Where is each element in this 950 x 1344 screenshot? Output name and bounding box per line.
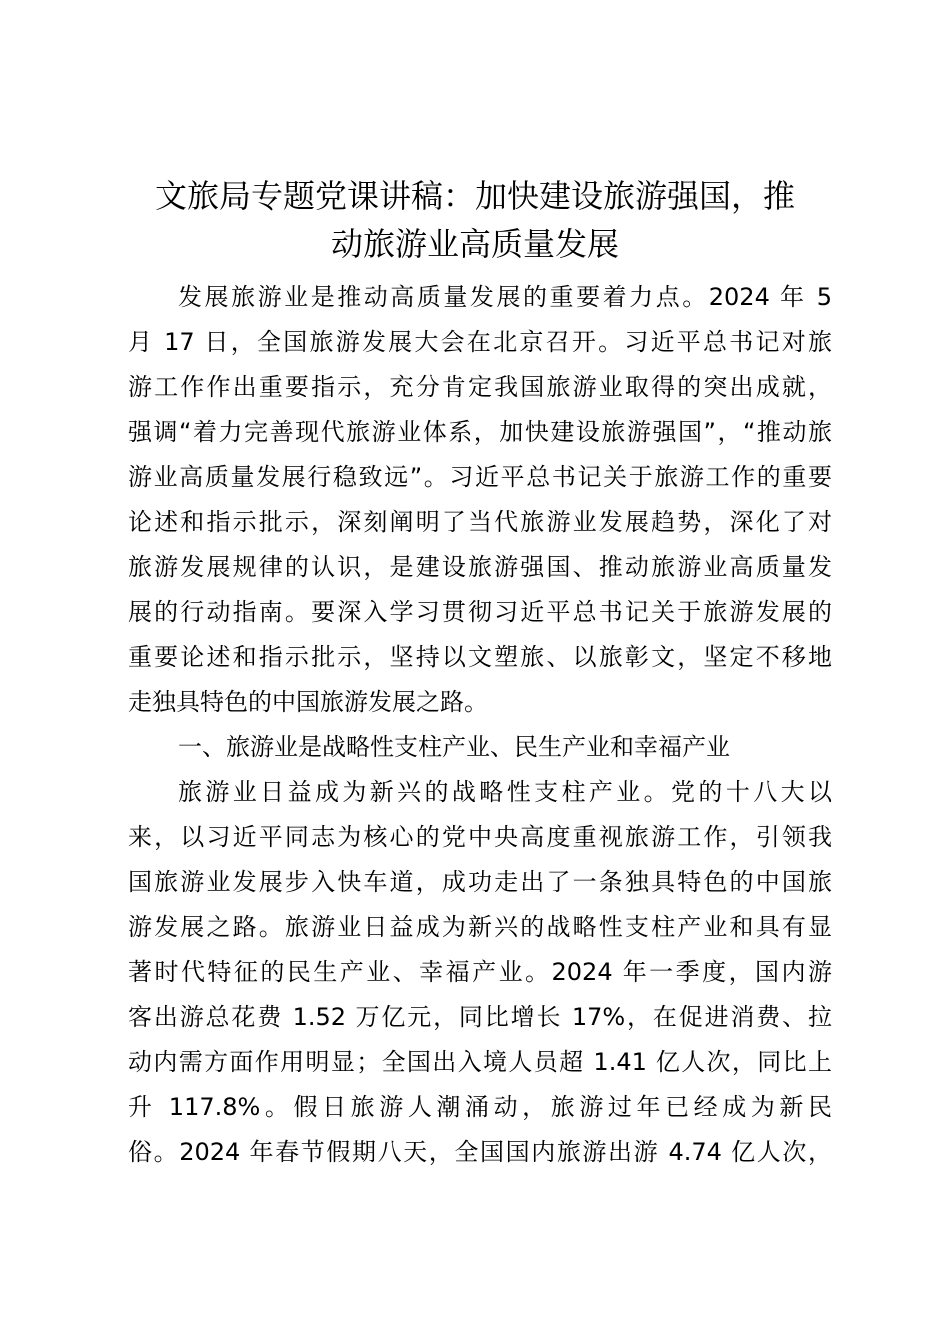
paragraph-line: 走独具特色的中国旅游发展之路。 <box>128 688 488 716</box>
section-heading: 一、旅游业是战略性支柱产业、民生产业和幸福产业 <box>178 733 730 761</box>
title-line-1: 文旅局专题党课讲稿：加快建设旅游强国，推 <box>154 177 795 215</box>
title-line-2: 动旅游业高质量发展 <box>330 225 619 263</box>
paragraph-line: 重要论述和指示批示，坚持以文塑旅、以旅彰文，坚定不移地 <box>128 643 832 671</box>
paragraph-line: 旅游发展规律的认识，是建设旅游强国、推动旅游业高质量发 <box>128 553 832 581</box>
paragraph-line: 游发展之路。旅游业日益成为新兴的战略性支柱产业和具有显 <box>128 913 832 941</box>
paragraph-line: 著时代特征的民生产业、幸福产业。2024 年一季度，国内游 <box>128 958 832 986</box>
document-title <box>110 172 840 268</box>
paragraph-line: 升 117.8%。假日旅游人潮涌动，旅游过年已经成为新民 <box>128 1093 832 1121</box>
paragraph-line: 游业高质量发展行稳致远”。习近平总书记关于旅游工作的重要 <box>128 463 832 491</box>
paragraph-line: 游工作作出重要指示，充分肯定我国旅游业取得的突出成就， <box>128 373 832 401</box>
paragraph-line: 月 17 日，全国旅游发展大会在北京召开。习近平总书记对旅 <box>128 328 832 356</box>
paragraph-line: 展的行动指南。要深入学习贯彻习近平总书记关于旅游发展的 <box>128 598 832 626</box>
paragraph-line: 强调“着力完善现代旅游业体系，加快建设旅游强国”，“推动旅 <box>128 418 832 446</box>
paragraph-line: 客出游总花费 1.52 万亿元，同比增长 17%，在促进消费、拉 <box>128 1003 832 1031</box>
paragraph-line: 发展旅游业是推动高质量发展的重要着力点。2024 年 5 <box>178 283 832 311</box>
paragraph-line: 动内需方面作用明显；全国出入境人员超 1.41 亿人次，同比上 <box>128 1048 832 1076</box>
paragraph-line: 国旅游业发展步入快车道，成功走出了一条独具特色的中国旅 <box>128 868 832 896</box>
paragraph-line: 旅游业日益成为新兴的战略性支柱产业。党的十八大以 <box>178 778 832 806</box>
paragraph-line: 论述和指示批示，深刻阐明了当代旅游业发展趋势，深化了对 <box>128 508 832 536</box>
paragraph-line: 俗。2024 年春节假期八天，全国国内旅游出游 4.74 亿人次， <box>128 1138 832 1166</box>
paragraph-line: 来，以习近平同志为核心的党中央高度重视旅游工作，引领我 <box>128 823 832 851</box>
